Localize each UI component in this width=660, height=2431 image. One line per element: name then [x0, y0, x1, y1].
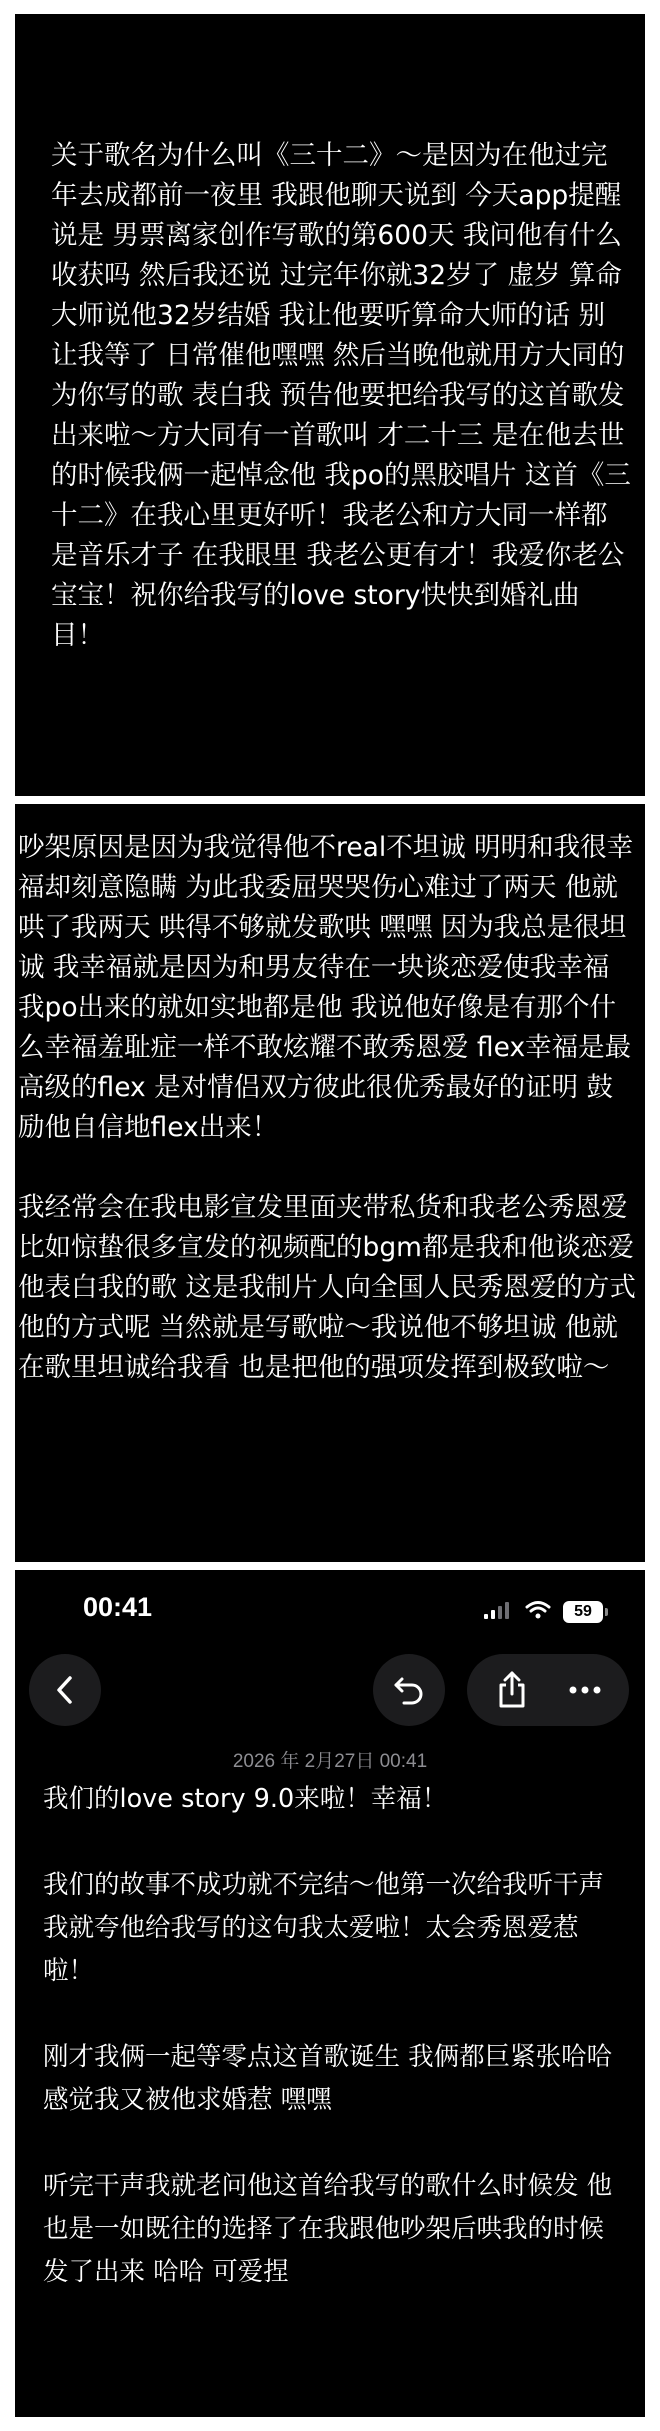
- note-paragraph: 刚才我俩一起等零点这首歌诞生 我俩都巨紧张哈哈 感觉我又被他求婚惹 嘿嘿: [43, 2042, 613, 2115]
- panel-2-paragraph-2: 我经常会在我电影宣发里面夹带私货和我老公秀恩爱 比如惊蛰很多宣发的视频配的bgm都是我和他谈恋爱他表白我的歌 这是我制片人向全国人民秀恩爱的方式 他的方式呢 当然就是写歌啦～我说他不够坦诚 他就在歌里坦诚给我看 也是把他的强项发挥到极致啦～: [18, 1192, 636, 1383]
- notes-app-screenshot: [15, 1570, 645, 2417]
- note-paragraph: 我们的love story 9.0来啦！幸福！: [43, 1784, 448, 1814]
- screenshot-panel-1: [15, 14, 645, 796]
- note-paragraph: 听完干声我就老问他这首给我写的歌什么时候发 他也是一如既往的选择了在我跟他吵架后哄我的时候发了出来 哈哈 可爱捏: [43, 2171, 613, 2287]
- battery-icon: 59: [563, 1601, 603, 1623]
- note-body[interactable]: [43, 1778, 613, 2294]
- undo-icon: [379, 1660, 439, 1720]
- undo-button[interactable]: [373, 1654, 445, 1726]
- status-time: 00:41: [83, 1592, 153, 1622]
- more-icon[interactable]: [555, 1660, 615, 1720]
- status-bar: [15, 1570, 645, 1660]
- panel-2-paragraph-1: 吵架原因是因为我觉得他不real不坦诚 明明和我很幸福却刻意隐瞒 为此我委屈哭哭伤心难过了两天 他就哄了我两天 哄得不够就发歌哄 嘿嘿 因为我总是很坦诚 我幸福就是因为和男友待在一块谈恋爱使我幸福 我po出来的就如实地都是他 我说他好像是有那个什么幸福羞耻症一样不敢炫耀不敢秀恩爱 flex幸福是最高级的flex 是对情侣双方彼此很优秀最好的证明 鼓励他自信地flex出来！: [18, 832, 634, 1143]
- back-button[interactable]: [29, 1654, 101, 1726]
- status-icons: [483, 1600, 603, 1624]
- note-date: 2026 年 2月27日 00:41: [232, 1751, 428, 1772]
- note-paragraph: 我们的故事不成功就不完结～他第一次给我听干声我就夸他给我写的这句我太爱啦！太会秀恩爱惹啦！: [43, 1870, 605, 1986]
- share-icon[interactable]: [482, 1660, 542, 1720]
- signal-icon: [483, 1600, 513, 1624]
- screenshot-panel-2: [15, 804, 645, 1562]
- panel-2-text: [18, 828, 638, 1388]
- wifi-icon: [525, 1600, 551, 1624]
- panel-1-text: 关于歌名为什么叫《三十二》～是因为在他过完年去成都前一夜里 我跟他聊天说到 今天app提醒说是 男票离家创作写歌的第600天 我问他有什么收获吗 然后我还说 过完年你就32岁了 虚岁 算命大师说他32岁结婚 我让他要听算命大师的话 别让我等了 日常催他嘿嘿 然后当晚他就用方大同的 为你写的歌 表白我 预告他要把给我写的这首歌发出来啦～方大同有一首歌叫 才二十三 是在他去世的时候我俩一起悼念他 我po的黑胶唱片 这首《三十二》在我心里更好听！我老公和方大同一样都是音乐才子 在我眼里 我老公更有才！我爱你老公宝宝！祝你给我写的love story快快到婚礼曲目！: [51, 140, 631, 651]
- back-arrow-icon: [35, 1660, 95, 1720]
- toolbar-action-group: [467, 1654, 629, 1726]
